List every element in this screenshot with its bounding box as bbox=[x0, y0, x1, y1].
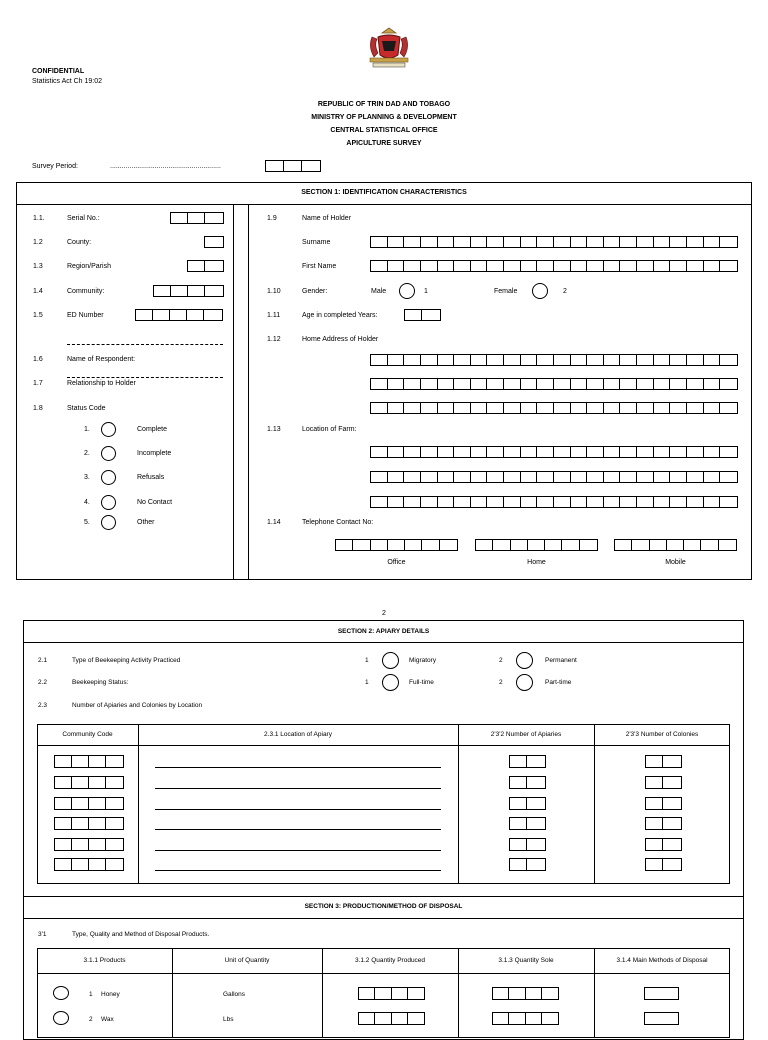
apiary-location-line[interactable] bbox=[155, 870, 441, 871]
q1-13-num: 1.13 bbox=[267, 426, 281, 433]
county-label: County: bbox=[67, 239, 92, 246]
col-quantity-sold: 3.1.3 Quantity Sole bbox=[498, 957, 554, 964]
q1-10-num: 1.10 bbox=[267, 288, 281, 295]
farm-location-field-1[interactable] bbox=[370, 446, 738, 458]
q3-1-num: 3'1 bbox=[38, 931, 47, 938]
title-line-4: APICULTURE SURVEY bbox=[346, 140, 422, 147]
full-time-radio[interactable] bbox=[382, 674, 399, 691]
community-field[interactable] bbox=[153, 285, 224, 297]
phone-home-field[interactable] bbox=[475, 539, 598, 551]
status-complete-radio[interactable] bbox=[101, 422, 116, 437]
community-code-field[interactable] bbox=[54, 817, 124, 830]
wax-disposal-method[interactable] bbox=[644, 1012, 679, 1025]
status-no-contact-radio[interactable] bbox=[101, 495, 116, 510]
serial-no-label: Serial No.: bbox=[67, 215, 100, 222]
status-complete-label: Complete bbox=[137, 426, 167, 433]
q1-5-num: 1.5 bbox=[33, 312, 43, 319]
apiary-location-line[interactable] bbox=[155, 850, 441, 851]
male-code: 1 bbox=[424, 288, 428, 295]
q1-9-num: 1.9 bbox=[267, 215, 277, 222]
status-1-num: 1. bbox=[84, 426, 90, 433]
gender-label: Gender: bbox=[302, 288, 328, 295]
col-products: 3.1.1 Products bbox=[83, 957, 126, 964]
number-of-colonies-field[interactable] bbox=[645, 755, 682, 768]
survey-period-field[interactable] bbox=[265, 160, 321, 172]
status-3-num: 3. bbox=[84, 474, 90, 481]
q1-12-num: 1.12 bbox=[267, 336, 281, 343]
part-time-radio[interactable] bbox=[516, 674, 533, 691]
ed-number-label: ED Number bbox=[67, 312, 104, 319]
honey-disposal-method[interactable] bbox=[644, 987, 679, 1000]
number-of-apiaries-field[interactable] bbox=[509, 858, 546, 871]
q2-3-num: 2.3 bbox=[38, 702, 48, 709]
wax-quantity-produced[interactable] bbox=[358, 1012, 425, 1025]
wax-radio[interactable] bbox=[53, 1011, 69, 1025]
wax-quantity-sold[interactable] bbox=[492, 1012, 559, 1025]
activity-type-label: Type of Beekeeping Activity Practiced bbox=[72, 657, 181, 664]
statistics-act: Statistics Act Ch 19:02 bbox=[32, 78, 103, 85]
q1-11-num: 1.11 bbox=[267, 312, 281, 319]
title-line-2: MINISTRY OF PLANNING & DEVELOPMENT bbox=[311, 114, 457, 121]
beekeeping-status-label: Beekeeping Status: bbox=[72, 679, 129, 686]
apiary-location-line[interactable] bbox=[155, 809, 441, 810]
region-parish-field[interactable] bbox=[187, 260, 224, 272]
status-incomplete-label: Incomplete bbox=[137, 450, 172, 457]
col-number-apiaries: 2'3'2 Number of Apiaries bbox=[490, 731, 562, 738]
section1-title: SECTION 1: IDENTIFICATION CHARACTERISTICS bbox=[301, 189, 467, 196]
q1-14-num: 1.14 bbox=[267, 519, 281, 526]
community-code-field[interactable] bbox=[54, 797, 124, 810]
col-unit-quantity: Unit of Quantity bbox=[224, 957, 270, 964]
permanent-label: Permanent bbox=[545, 657, 577, 664]
ed-number-field[interactable] bbox=[135, 309, 223, 321]
farm-location-field-2[interactable] bbox=[370, 471, 738, 483]
q1-2-num: 1.2 bbox=[33, 239, 43, 246]
phone-mobile-field[interactable] bbox=[614, 539, 737, 551]
status-2-num: 2. bbox=[84, 450, 90, 457]
q1-6-num: 1.6 bbox=[33, 356, 43, 363]
home-address-field-1[interactable] bbox=[370, 354, 738, 366]
female-code: 2 bbox=[563, 288, 567, 295]
migratory-code: 1 bbox=[365, 657, 369, 664]
col-quantity-produced: 3.1.2 Quantity Produced bbox=[354, 957, 426, 964]
number-of-colonies-field[interactable] bbox=[645, 797, 682, 810]
status-code-label: Status Code bbox=[67, 405, 106, 412]
number-of-colonies-field[interactable] bbox=[645, 858, 682, 871]
number-of-apiaries-field[interactable] bbox=[509, 797, 546, 810]
gender-male-radio[interactable] bbox=[399, 283, 415, 299]
permanent-code: 2 bbox=[499, 657, 503, 664]
status-refusals-radio[interactable] bbox=[101, 470, 116, 485]
disposal-products-label: Type, Quality and Method of Disposal Products. bbox=[72, 931, 210, 938]
respondent-name-line[interactable] bbox=[67, 377, 223, 378]
relationship-label: Relationship to Holder bbox=[67, 380, 136, 387]
wax-unit: Lbs bbox=[223, 1016, 234, 1023]
status-5-num: 5. bbox=[84, 519, 90, 526]
surname-label: Surname bbox=[302, 239, 331, 246]
status-refusals-label: Refusals bbox=[137, 474, 165, 481]
q2-2-num: 2.2 bbox=[38, 679, 48, 686]
status-other-radio[interactable] bbox=[101, 515, 116, 530]
number-of-colonies-field[interactable] bbox=[645, 838, 682, 851]
gender-female-radio[interactable] bbox=[532, 283, 548, 299]
community-code-field[interactable] bbox=[54, 838, 124, 851]
status-incomplete-radio[interactable] bbox=[101, 446, 116, 461]
honey-unit: Gallons bbox=[223, 991, 246, 998]
county-field[interactable] bbox=[204, 236, 224, 248]
part-time-code: 2 bbox=[499, 679, 503, 686]
status-4-num: 4. bbox=[84, 499, 90, 506]
honey-radio[interactable] bbox=[53, 986, 69, 1000]
first-name-field[interactable] bbox=[370, 260, 738, 272]
surname-field[interactable] bbox=[370, 236, 738, 248]
q1-8-num: 1.8 bbox=[33, 405, 43, 412]
honey-quantity-sold[interactable] bbox=[492, 987, 559, 1000]
section3-title: SECTION 3: PRODUCTION/METHOD OF DISPOSAL bbox=[304, 903, 463, 910]
phone-office-label: Office bbox=[387, 559, 406, 566]
full-time-code: 1 bbox=[365, 679, 369, 686]
home-address-field-3[interactable] bbox=[370, 402, 738, 414]
community-label: Community: bbox=[67, 288, 105, 295]
confidential-label: CONFIDENTIAL bbox=[32, 68, 85, 75]
apiary-table bbox=[37, 724, 730, 884]
phone-mobile-label: Mobile bbox=[665, 559, 686, 566]
col-disposal-methods: 3.1.4 Main Methods of Disposal bbox=[616, 957, 708, 964]
number-of-apiaries-field[interactable] bbox=[509, 755, 546, 768]
community-code-field[interactable] bbox=[54, 776, 124, 789]
title-line-1: REPUBLIC OF TRIN DAD AND TOBAGO bbox=[317, 101, 451, 108]
respondent-name-label: Name of Respondent: bbox=[67, 356, 136, 363]
col-location-apiary: 2.3.1 Location of Apiary bbox=[264, 731, 332, 738]
honey-quantity-produced[interactable] bbox=[358, 987, 425, 1000]
apiary-location-line[interactable] bbox=[155, 767, 441, 768]
number-of-colonies-field[interactable] bbox=[645, 817, 682, 830]
phone-office-field[interactable] bbox=[335, 539, 458, 551]
migratory-label: Migratory bbox=[409, 657, 437, 664]
telephone-label: Telephone Contact No: bbox=[302, 519, 374, 526]
honey-label: Honey bbox=[101, 991, 120, 998]
home-address-field-2[interactable] bbox=[370, 378, 738, 390]
region-parish-label: Region/Parish bbox=[67, 263, 111, 270]
holder-name-label: Name of Holder bbox=[302, 215, 352, 222]
female-label: Female bbox=[494, 288, 518, 295]
apiary-location-line[interactable] bbox=[155, 829, 441, 830]
coat-of-arms-icon bbox=[364, 27, 414, 69]
honey-code: 1 bbox=[89, 991, 93, 998]
q1-7-num: 1.7 bbox=[33, 380, 43, 387]
section2-title: SECTION 2: APIARY DETAILS bbox=[337, 628, 430, 635]
survey-period-label: Survey Period: bbox=[32, 163, 78, 170]
number-of-colonies-field[interactable] bbox=[645, 776, 682, 789]
first-name-label: First Name bbox=[302, 263, 337, 270]
apiary-location-line[interactable] bbox=[155, 788, 441, 789]
home-address-label: Home Address of Holder bbox=[302, 336, 379, 343]
q1-4-num: 1.4 bbox=[33, 288, 43, 295]
apiaries-colonies-label: Number of Apiaries and Colonies by Location bbox=[72, 702, 203, 709]
age-field[interactable] bbox=[404, 309, 441, 321]
number-of-apiaries-field[interactable] bbox=[509, 817, 546, 830]
col-community-code: Community Code bbox=[62, 731, 113, 738]
wax-code: 2 bbox=[89, 1016, 93, 1023]
full-time-label: Full-time bbox=[409, 679, 434, 686]
farm-location-label: Location of Farm: bbox=[302, 426, 357, 433]
number-of-apiaries-field[interactable] bbox=[509, 776, 546, 789]
community-code-field[interactable] bbox=[54, 755, 124, 768]
page-number: 2 bbox=[382, 610, 386, 617]
number-of-apiaries-field[interactable] bbox=[509, 838, 546, 851]
part-time-label: Part-time bbox=[545, 679, 572, 686]
wax-label: Wax bbox=[101, 1016, 114, 1023]
community-code-field[interactable] bbox=[54, 858, 124, 871]
status-other-label: Other bbox=[137, 519, 155, 526]
age-label: Age in completed Years: bbox=[302, 312, 378, 319]
male-label: Male bbox=[371, 288, 387, 295]
q1-1-num: 1.1. bbox=[33, 215, 45, 222]
status-no-contact-label: No Contact bbox=[137, 499, 173, 506]
migratory-radio[interactable] bbox=[382, 652, 399, 669]
permanent-radio[interactable] bbox=[516, 652, 533, 669]
farm-location-field-3[interactable] bbox=[370, 496, 738, 508]
phone-home-label: Home bbox=[527, 559, 546, 566]
title-line-3: CENTRAL STATISTICAL OFFICE bbox=[330, 127, 438, 134]
col-number-colonies: 2'3'3 Number of Colonies bbox=[625, 731, 699, 738]
q1-3-num: 1.3 bbox=[33, 263, 43, 270]
q2-1-num: 2.1 bbox=[38, 657, 48, 664]
survey-period-dots: ......................................................... bbox=[110, 163, 221, 170]
serial-no-field[interactable] bbox=[170, 212, 224, 224]
